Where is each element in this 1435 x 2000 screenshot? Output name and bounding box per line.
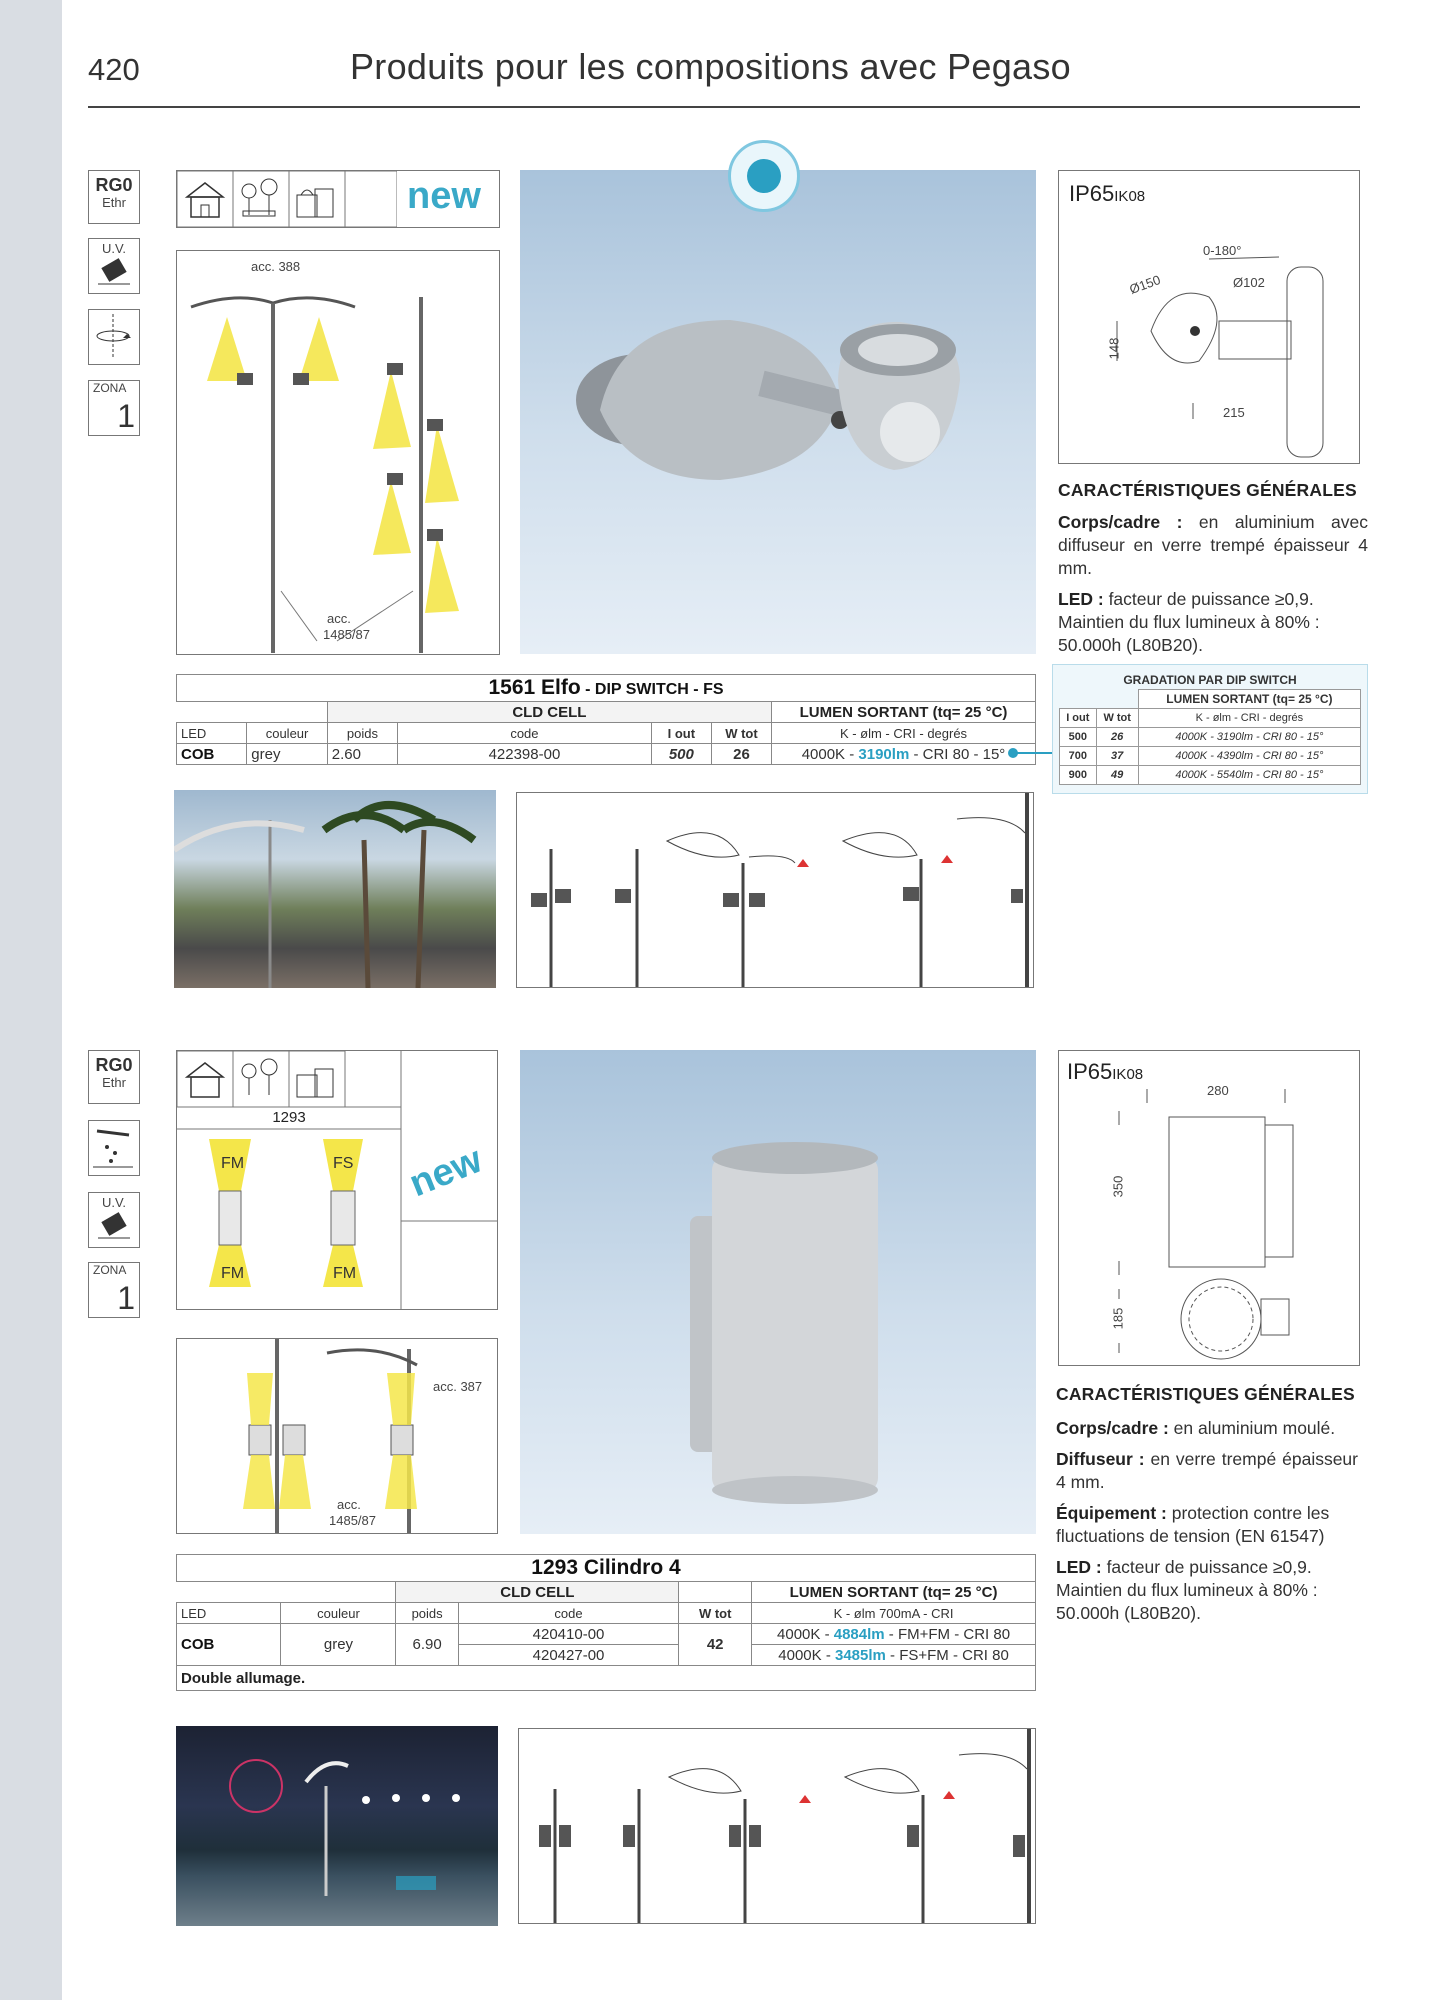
acc-top-label: acc. 387 xyxy=(433,1379,483,1394)
row-code-1: 420410-00 xyxy=(458,1624,679,1645)
lumen-k: 4000K - xyxy=(777,1625,834,1643)
gradation-lumen: 4000K - 5540lm - CRI 80 - 15° xyxy=(1138,766,1360,785)
installation-diagram xyxy=(176,1338,498,1534)
col-poids: poids xyxy=(396,1603,458,1624)
lumen-cri: - CRI 80 - 15° xyxy=(909,745,1006,763)
dim-d102: Ø102 xyxy=(1233,275,1265,290)
lumen-config: - FM+FM - CRI 80 xyxy=(884,1625,1011,1643)
application-and-beam-panel xyxy=(176,1050,498,1310)
dim-angle: 0-180° xyxy=(1203,243,1242,258)
acc-bottom-label: acc. xyxy=(327,611,351,626)
col-code: code xyxy=(398,723,652,744)
characteristics-title: CARACTÉRISTIQUES GÉNÉRALES xyxy=(1058,480,1357,500)
col-led: LED xyxy=(177,1603,281,1624)
col-couleur: couleur xyxy=(247,723,327,744)
gradation-iout: 900 xyxy=(1060,766,1097,785)
gradation-row xyxy=(1060,728,1361,747)
ik-code: IK08 xyxy=(1114,188,1146,205)
col-wtot: W tot xyxy=(711,723,771,744)
gradation-wtot: 37 xyxy=(1096,747,1138,766)
installation-diagram xyxy=(176,250,500,655)
beam-fm-top-left: FM xyxy=(221,1155,245,1172)
col-led: LED xyxy=(177,723,247,744)
equipement-label: Équipement : xyxy=(1056,1503,1167,1523)
ik-code: IK08 xyxy=(1112,1066,1144,1083)
application-photo xyxy=(176,1726,498,1926)
zona-number: 1 xyxy=(117,1280,135,1316)
ip-code: IP65 xyxy=(1067,1059,1113,1084)
gradation-lumen-header: LUMEN SORTANT (tq= 25 °C) xyxy=(1138,690,1360,709)
product-title-cell xyxy=(177,1555,1036,1582)
dim-height: 350 xyxy=(1110,1175,1126,1198)
water-icon xyxy=(88,1120,140,1176)
dimension-drawing xyxy=(1058,1050,1360,1366)
corps-label: Corps/cadre : xyxy=(1058,512,1183,532)
gradation-row xyxy=(1060,766,1361,785)
uv-icon xyxy=(88,1192,140,1248)
row-code-2: 420427-00 xyxy=(458,1645,679,1666)
beam-fs-top-right: FS xyxy=(333,1155,354,1172)
uv-icon xyxy=(88,238,140,294)
rg0-label: RG0 xyxy=(95,1055,133,1075)
col-wtot: W tot xyxy=(679,1603,752,1624)
rg0-icon xyxy=(88,170,140,224)
led-label: LED : xyxy=(1058,589,1104,609)
acc-bottom-label: acc. xyxy=(337,1497,361,1512)
table-note: Double allumage. xyxy=(177,1666,1036,1691)
new-badge: new xyxy=(403,1138,488,1206)
zona-label: ZONA xyxy=(93,1263,127,1277)
dim-width: 280 xyxy=(1207,1083,1229,1098)
corps-text: en aluminium moulé. xyxy=(1168,1418,1336,1438)
col-iout: I out xyxy=(651,723,711,744)
lumen-value: 3485lm xyxy=(835,1646,886,1664)
row-wtot: 26 xyxy=(711,744,771,765)
rotation-icon xyxy=(88,309,140,365)
led-paragraph xyxy=(1058,588,1368,657)
row-couleur: grey xyxy=(247,744,327,765)
gradation-col-iout: I out xyxy=(1060,709,1097,728)
product-title: 1293 Cilindro 4 xyxy=(531,1556,681,1579)
characteristics-body xyxy=(1058,511,1368,580)
rg0-icon xyxy=(88,1050,140,1104)
mounting-options-diagram xyxy=(516,792,1034,988)
lumen-header: LUMEN SORTANT (tq= 25 °C) xyxy=(752,1582,1036,1603)
beam-fm-bottom-left: FM xyxy=(221,1265,245,1282)
gradation-dot xyxy=(1008,748,1018,758)
product-title: 1561 Elfo xyxy=(488,676,581,699)
zona-number: 1 xyxy=(117,398,135,434)
uv-label: U.V. xyxy=(101,241,127,256)
product-title-suffix: - DIP SWITCH - FS xyxy=(580,681,724,698)
acc-bottom-code: 1485/87 xyxy=(329,1513,376,1528)
page-number: 420 xyxy=(88,52,140,87)
rg0-label: RG0 xyxy=(95,175,133,195)
diffuseur-text: en verre trempé épaisseur 4 mm. xyxy=(1056,1449,1358,1492)
row-poids: 6.90 xyxy=(396,1624,458,1666)
product-photo xyxy=(520,1050,1036,1534)
row-code: 422398-00 xyxy=(398,744,652,765)
col-lumen-sub: K - ølm 700mA - CRI xyxy=(752,1603,1036,1624)
row-led: COB xyxy=(177,744,247,765)
gradation-col-sub: K - ølm - CRI - degrés xyxy=(1138,709,1360,728)
dim-depth: 185 xyxy=(1110,1307,1126,1330)
ethr-label: Ethr xyxy=(102,1075,126,1090)
diffuseur-paragraph xyxy=(1056,1448,1358,1494)
gradation-wtot: 49 xyxy=(1096,766,1138,785)
product-photo xyxy=(520,170,1036,654)
lumen-value: 4884lm xyxy=(833,1625,885,1643)
led-text: facteur de puissance ≥0,9. Maintien du flux lumineux à 80% : 50.000h (L80B20). xyxy=(1058,589,1320,655)
led-label: LED : xyxy=(1056,1557,1102,1577)
corps-label: Corps/cadre : xyxy=(1056,1418,1169,1438)
beam-model: 1293 xyxy=(272,1109,306,1126)
lumen-value: 3190lm xyxy=(858,745,910,763)
uv-label: U.V. xyxy=(101,1195,127,1210)
mounting-options-diagram xyxy=(518,1728,1036,1924)
cld-cell-header: CLD CELL xyxy=(327,702,771,723)
corps-text: en aluminium avec diffuseur en verre trempé épaisseur 4 mm. xyxy=(1058,512,1368,578)
ethr-label: Ethr xyxy=(102,195,126,210)
application-icons xyxy=(176,170,500,228)
row-lumen xyxy=(772,744,1036,765)
characteristics-title: CARACTÉRISTIQUES GÉNÉRALES xyxy=(1056,1384,1355,1404)
page-side-strip xyxy=(0,0,62,2000)
product-title-cell xyxy=(177,675,1036,702)
zona-label: ZONA xyxy=(93,381,127,395)
beam-fm-bottom-right: FM xyxy=(333,1265,357,1282)
gradation-iout: 700 xyxy=(1060,747,1097,766)
col-lumen-sub: K - ølm - CRI - degrés xyxy=(772,723,1036,744)
row-led: COB xyxy=(177,1624,281,1666)
lumen-k: 4000K - xyxy=(778,1646,835,1664)
zona-icon xyxy=(88,380,140,436)
lumen-k: 4000K - xyxy=(801,745,859,763)
gradation-table xyxy=(1052,664,1368,794)
application-photo xyxy=(174,790,496,988)
col-couleur: couleur xyxy=(281,1603,396,1624)
equipement-paragraph xyxy=(1056,1502,1358,1548)
dim-d150: Ø150 xyxy=(1127,272,1163,297)
gradation-row xyxy=(1060,747,1361,766)
col-poids: poids xyxy=(327,723,397,744)
row-couleur: grey xyxy=(281,1624,396,1666)
lumen-header: LUMEN SORTANT (tq= 25 °C) xyxy=(772,702,1036,723)
zona-icon xyxy=(88,1262,140,1318)
cld-cell-header: CLD CELL xyxy=(396,1582,679,1603)
led-text: facteur de puissance ≥0,9. Maintien du flux lumineux à 80% : 50.000h (L80B20). xyxy=(1056,1557,1318,1623)
row-wtot: 42 xyxy=(679,1624,752,1666)
touch-icon xyxy=(728,140,800,212)
gradation-lumen: 4000K - 4390lm - CRI 80 - 15° xyxy=(1138,747,1360,766)
ip-code: IP65 xyxy=(1069,181,1115,206)
led-paragraph xyxy=(1056,1556,1358,1625)
new-badge: new xyxy=(407,175,481,217)
lumen-config: - FS+FM - CRI 80 xyxy=(885,1646,1009,1664)
corps-paragraph xyxy=(1056,1417,1358,1440)
gradation-title: GRADATION PAR DIP SWITCH xyxy=(1123,673,1297,687)
row-lumen-2 xyxy=(752,1645,1036,1666)
page-title: Produits pour les compositions avec Pegaso xyxy=(350,46,1071,87)
acc-bottom-code: 1485/87 xyxy=(323,627,370,642)
header-rule xyxy=(88,106,1360,108)
spec-table xyxy=(176,1554,1036,1691)
gradation-lumen: 4000K - 3190lm - CRI 80 - 15° xyxy=(1138,728,1360,747)
gradation-iout: 500 xyxy=(1060,728,1097,747)
dim-width: 215 xyxy=(1223,405,1245,420)
characteristics-section xyxy=(1056,1384,1358,1625)
diffuseur-label: Diffuseur : xyxy=(1056,1449,1145,1469)
spec-table xyxy=(176,674,1036,765)
row-poids: 2.60 xyxy=(327,744,397,765)
gradation-wtot: 26 xyxy=(1096,728,1138,747)
row-lumen-1 xyxy=(752,1624,1036,1645)
dimension-drawing xyxy=(1058,170,1360,464)
row-iout: 500 xyxy=(651,744,711,765)
acc-top-label: acc. 388 xyxy=(251,259,301,274)
dim-height: 148 xyxy=(1106,337,1122,360)
gradation-col-wtot: W tot xyxy=(1096,709,1138,728)
equipement-text: protection contre les fluctuations de tension (EN 61547) xyxy=(1056,1503,1330,1546)
col-code: code xyxy=(458,1603,679,1624)
characteristics-section xyxy=(1058,480,1368,657)
